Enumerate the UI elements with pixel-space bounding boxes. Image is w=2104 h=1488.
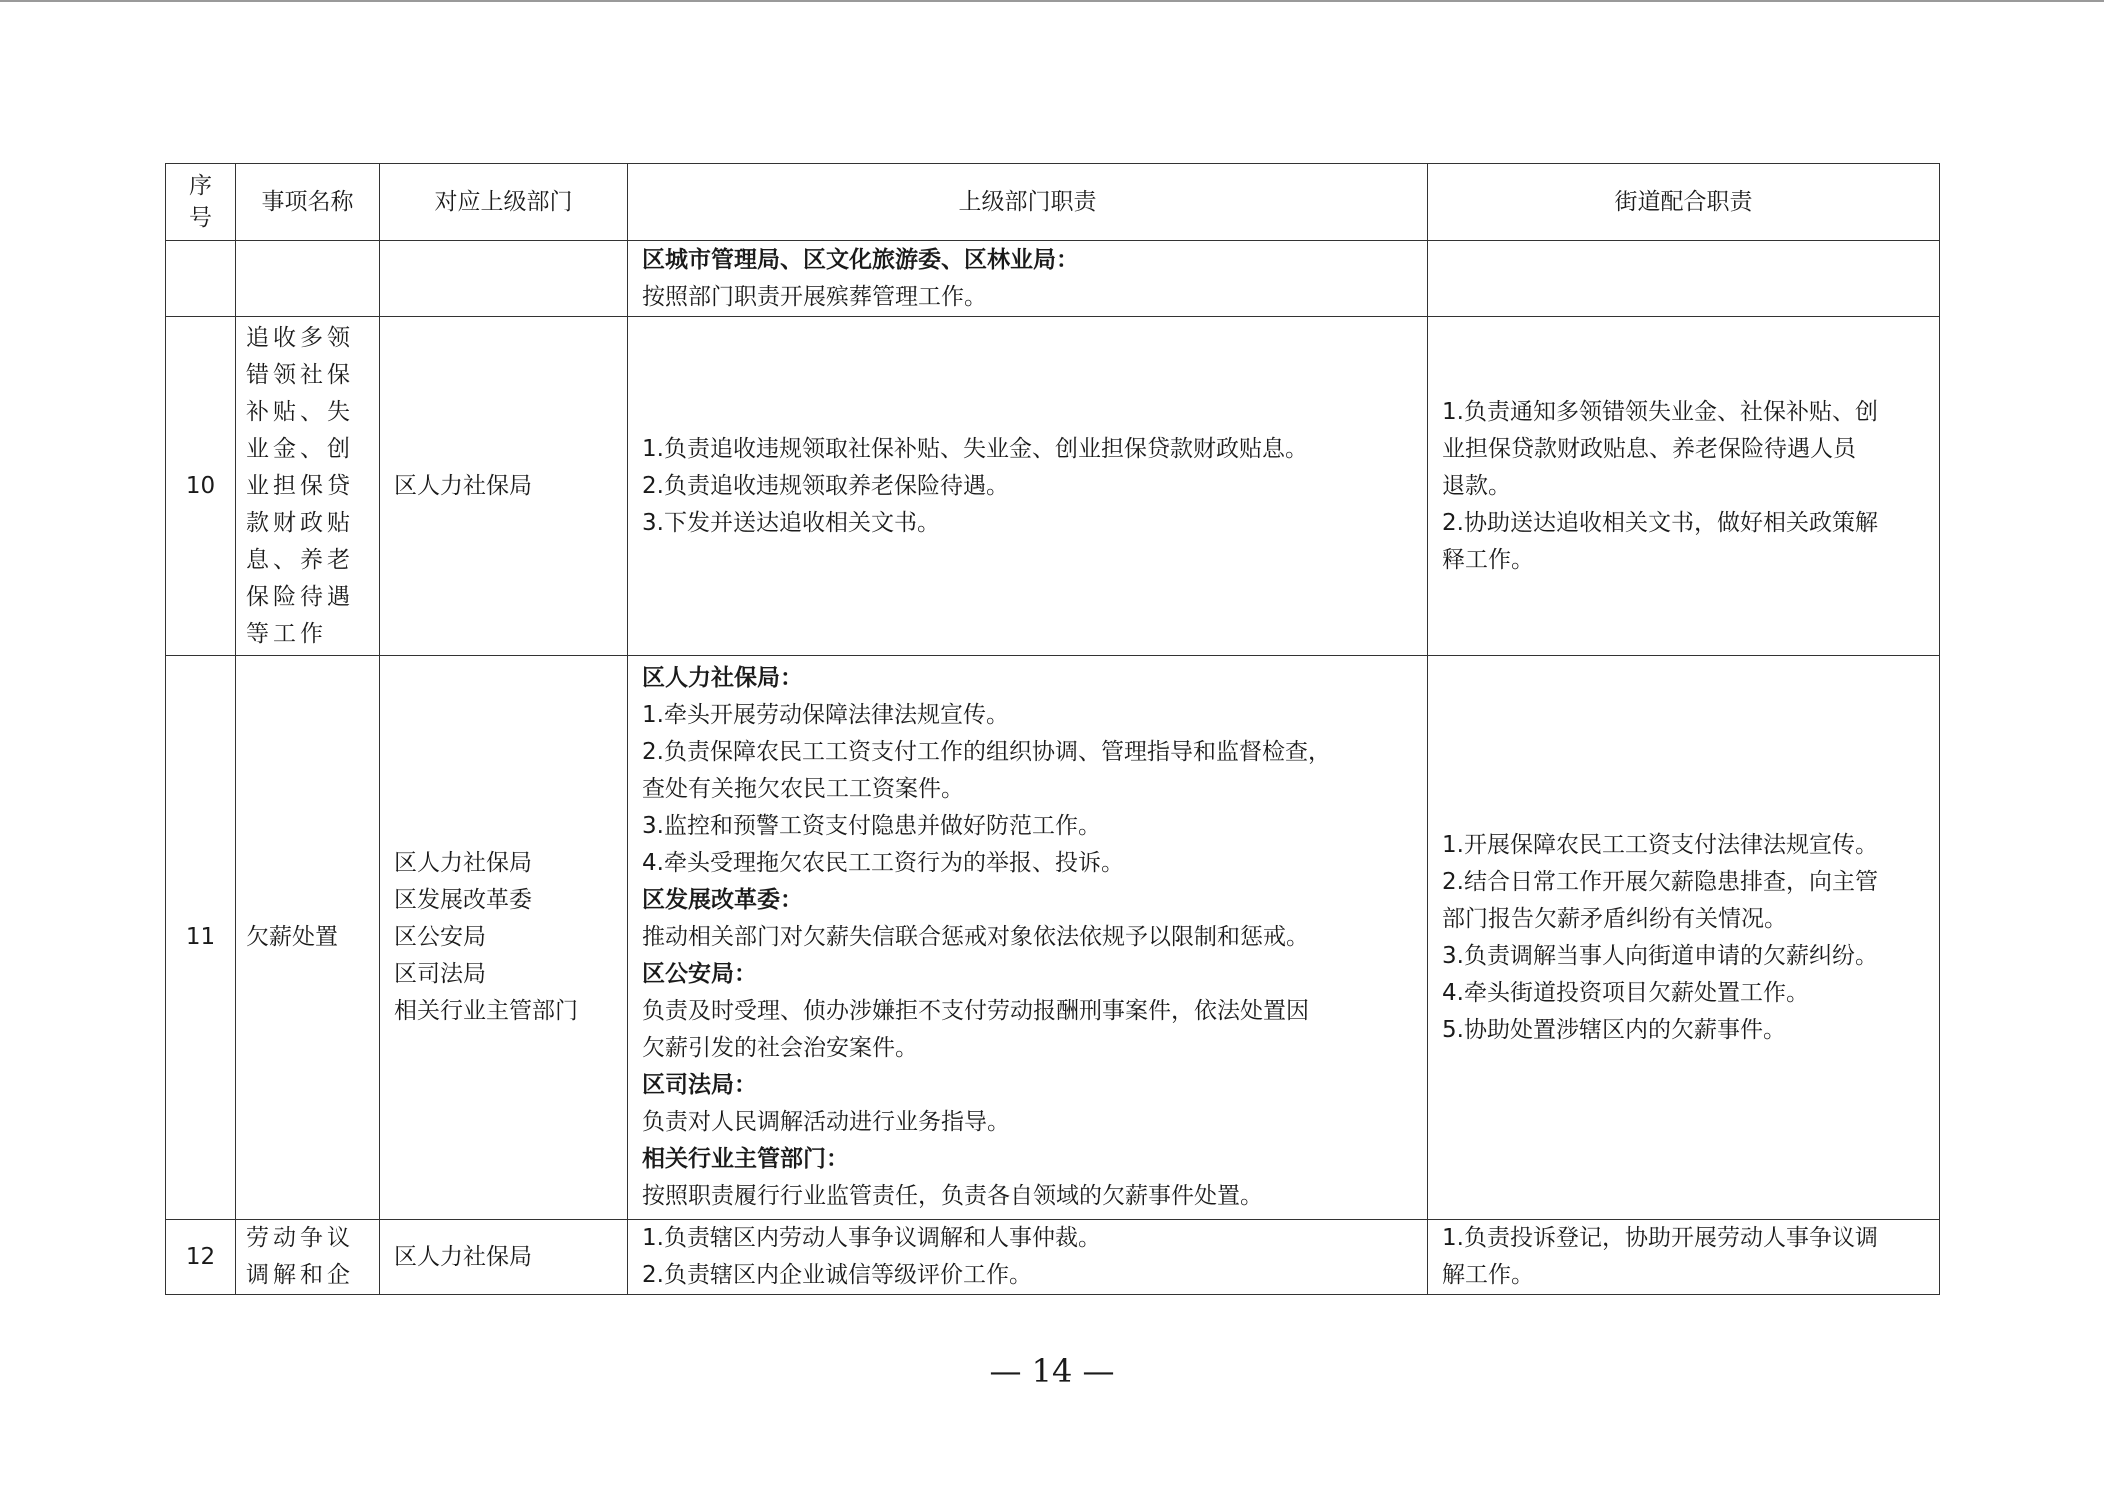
row10-seq: 10 bbox=[166, 317, 236, 656]
row11-street-line: 1.开展保障农民工工资支付法律法规宣传。 bbox=[1442, 831, 1878, 858]
row10-name-line: 等工作 bbox=[246, 620, 327, 647]
row11-street-line: 5.协助处置涉辖区内的欠薪事件。 bbox=[1442, 1016, 1786, 1043]
table-row-continued bbox=[166, 241, 1940, 317]
row11-duty-line: 负责及时受理、侦办涉嫌拒不支付劳动报酬刑事案件，依法处置因 bbox=[642, 998, 1309, 1024]
top-border-line bbox=[0, 0, 2104, 2]
row11-dept-line: 区司法局 bbox=[394, 961, 486, 987]
row11-dept-line: 区人力社保局 bbox=[394, 850, 532, 876]
cont-duty-line: 按照部门职责开展殡葬管理工作。 bbox=[642, 283, 987, 310]
row11-street-line: 部门报告欠薪矛盾纠纷有关情况。 bbox=[1442, 905, 1787, 932]
row10-name-line: 款财政贴 bbox=[246, 509, 354, 536]
row11-duty-line: 4.牵头受理拖欠农民工工资行为的举报、投诉。 bbox=[642, 850, 1124, 876]
table-header-row bbox=[166, 164, 1940, 241]
row11-seq: 11 bbox=[166, 656, 236, 1220]
row11-dept bbox=[380, 656, 628, 1220]
cont-dept-cell bbox=[380, 241, 628, 317]
row11-dept-line: 相关行业主管部门 bbox=[394, 998, 578, 1024]
row11-street bbox=[1428, 656, 1940, 1220]
header-dept: 对应上级部门 bbox=[380, 164, 628, 241]
row12-street bbox=[1428, 1220, 1940, 1295]
row10-name-line: 错领社保 bbox=[246, 361, 354, 388]
row12-seq: 12 bbox=[166, 1220, 236, 1295]
row10-dept: 区人力社保局 bbox=[380, 317, 628, 656]
row11-street-line: 4.牵头街道投资项目欠薪处置工作。 bbox=[1442, 979, 1809, 1006]
row10-duty bbox=[628, 317, 1428, 656]
row12-dept: 区人力社保局 bbox=[380, 1220, 628, 1295]
header-duty: 上级部门职责 bbox=[628, 164, 1428, 241]
row11-duty-heading: 区司法局： bbox=[642, 1072, 757, 1098]
row10-street-line: 1.负责通知多领错领失业金、社保补贴、创 bbox=[1442, 398, 1878, 425]
row11-duty-line: 3.监控和预警工资支付隐患并做好防范工作。 bbox=[642, 813, 1101, 839]
row11-duty-heading: 区发展改革委： bbox=[642, 887, 803, 913]
header-seq-label: 序号 bbox=[189, 173, 212, 231]
row12-street-line: 1.负责投诉登记，协助开展劳动人事争议调 bbox=[1442, 1225, 1878, 1251]
row11-name: 欠薪处置 bbox=[236, 656, 380, 1220]
row11-duty-line: 1.牵头开展劳动保障法律法规宣传。 bbox=[642, 702, 1009, 728]
row10-name-line: 业担保贷 bbox=[246, 472, 354, 499]
row12-duty-line: 1.负责辖区内劳动人事争议调解和人事仲裁。 bbox=[642, 1225, 1101, 1251]
row12-name-line: 劳动争议 bbox=[246, 1225, 354, 1251]
row10-street-line: 退款。 bbox=[1442, 472, 1511, 499]
row10-name-line: 保险待遇 bbox=[246, 583, 354, 610]
header-name: 事项名称 bbox=[236, 164, 380, 241]
row11-duty-line: 欠薪引发的社会治安案件。 bbox=[642, 1035, 918, 1061]
row11-duty-heading: 区公安局： bbox=[642, 961, 757, 987]
row10-duty-line: 1.负责追收违规领取社保补贴、失业金、创业担保贷款财政贴息。 bbox=[642, 435, 1308, 462]
cont-duty-cell bbox=[628, 241, 1428, 317]
row10-name-line: 追收多领 bbox=[246, 324, 354, 351]
row11-duty-line: 2.负责保障农民工工资支付工作的组织协调、管理指导和监督检查， bbox=[642, 739, 1331, 765]
row11-duty-line: 按照职责履行行业监管责任，负责各自领域的欠薪事件处置。 bbox=[642, 1183, 1263, 1209]
header-seq bbox=[166, 164, 236, 241]
row10-name-line: 补贴、失 bbox=[246, 398, 354, 425]
row10-name-line: 息、养老 bbox=[246, 546, 354, 573]
responsibility-table bbox=[165, 163, 1940, 1295]
row12-name bbox=[236, 1220, 380, 1295]
page-number: — 14 — bbox=[989, 1352, 1115, 1390]
row10-street-line: 2.协助送达追收相关文书，做好相关政策解 bbox=[1442, 509, 1878, 536]
row11-duty-heading: 相关行业主管部门： bbox=[642, 1146, 849, 1172]
row11-duty-line: 推动相关部门对欠薪失信联合惩戒对象依法依规予以限制和惩戒。 bbox=[642, 924, 1309, 950]
header-street: 街道配合职责 bbox=[1428, 164, 1940, 241]
row11-duty-heading: 区人力社保局： bbox=[642, 665, 803, 691]
row12-name-line: 调解和企 bbox=[246, 1262, 354, 1288]
row10-street-line: 业担保贷款财政贴息、养老保险待遇人员 bbox=[1442, 435, 1856, 462]
row11-street-line: 3.负责调解当事人向街道申请的欠薪纠纷。 bbox=[1442, 942, 1878, 969]
row11-street-line: 2.结合日常工作开展欠薪隐患排查，向主管 bbox=[1442, 868, 1878, 895]
row10-name bbox=[236, 317, 380, 656]
row12-duty-line: 2.负责辖区内企业诚信等级评价工作。 bbox=[642, 1262, 1032, 1288]
row12-duty bbox=[628, 1220, 1428, 1295]
row10-street-line: 释工作。 bbox=[1442, 546, 1534, 573]
row11-dept-line: 区发展改革委 bbox=[394, 887, 532, 913]
table-row-10 bbox=[166, 317, 1940, 656]
row10-street bbox=[1428, 317, 1940, 656]
cont-seq-cell bbox=[166, 241, 236, 317]
row11-duty bbox=[628, 656, 1428, 1220]
row10-duty-line: 2.负责追收违规领取养老保险待遇。 bbox=[642, 472, 1009, 499]
row10-duty-line: 3.下发并送达追收相关文书。 bbox=[642, 509, 940, 536]
table-row-12 bbox=[166, 1220, 1940, 1295]
row11-dept-line: 区公安局 bbox=[394, 924, 486, 950]
row10-name-line: 业金、创 bbox=[246, 435, 354, 462]
table-row-11 bbox=[166, 656, 1940, 1220]
cont-duty-heading: 区城市管理局、区文化旅游委、区林业局： bbox=[642, 246, 1079, 273]
cont-name-cell bbox=[236, 241, 380, 317]
row12-street-line: 解工作。 bbox=[1442, 1262, 1534, 1288]
cont-street-cell bbox=[1428, 241, 1940, 317]
row11-duty-line: 负责对人民调解活动进行业务指导。 bbox=[642, 1109, 1010, 1135]
row11-duty-line: 查处有关拖欠农民工工资案件。 bbox=[642, 776, 964, 802]
